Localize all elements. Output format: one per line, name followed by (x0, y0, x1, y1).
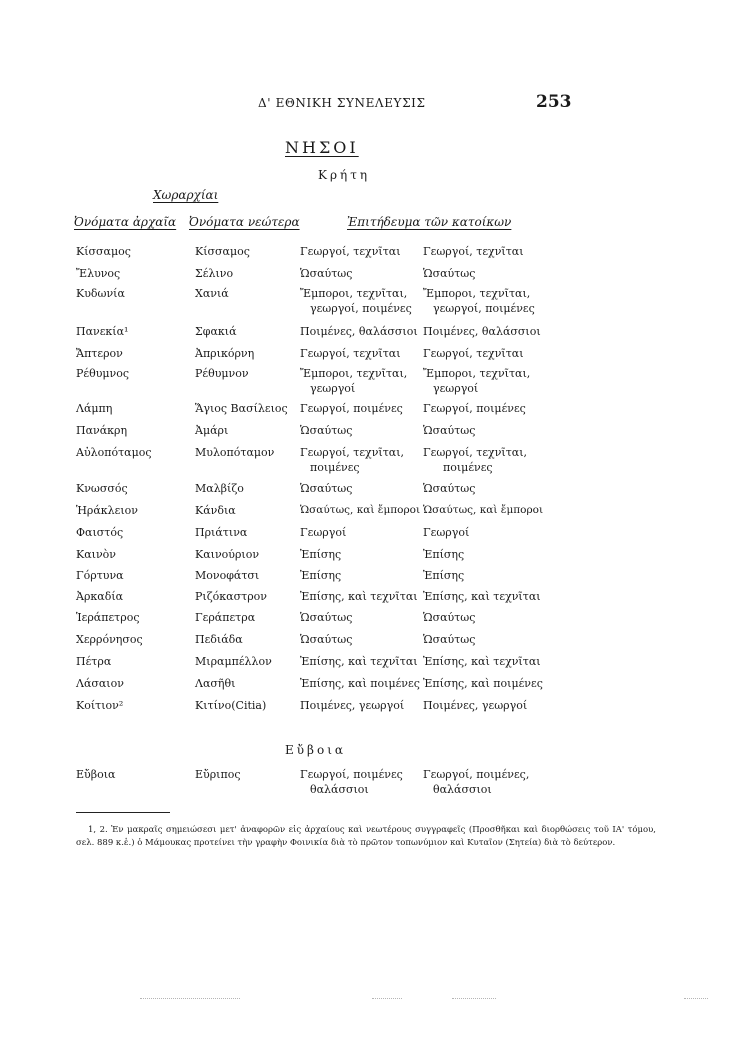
cell-occupation-a: Ὡσαύτως (300, 267, 353, 280)
cell-occupation-a: Ἐπίσης, καὶ ποιμένες (300, 677, 420, 690)
cell-line: Ἔμποροι, τεχνῖται, (423, 367, 531, 380)
cell-line: Γεωργοί, ποιμένες, (423, 768, 530, 781)
cell-line: γεωργοί (310, 382, 356, 395)
cell-occupation-b: Ὡσαύτως (423, 611, 476, 624)
cell-ancient: Ἄπτερον (76, 347, 123, 360)
table-row (0, 676, 744, 698)
cell-line: γεωργοί (433, 382, 479, 395)
cell-ancient: Πανεκία¹ (76, 325, 129, 338)
cell-occupation-b: Ὡσαύτως (423, 633, 476, 646)
cell-occupation-b: Ἐπίσης (423, 548, 465, 561)
table-row (0, 445, 744, 481)
cell-occupation-b: Ποιμένες, γεωργοί (423, 699, 528, 712)
column-header-modern: Ὀνόματα νεώτερα (189, 215, 300, 229)
cell-modern: Ρέθυμνον (195, 367, 249, 380)
table-row (0, 767, 744, 803)
cell-ancient: Κίσσαμος (76, 245, 131, 258)
table-row (0, 244, 744, 266)
cell-occupation-a: Ὡσαύτως (300, 611, 353, 624)
cell-occupation-b: Γεωργοί (423, 526, 470, 539)
cell-modern: Μυλοπόταμον (195, 446, 275, 459)
cell-line: Γεωργοί, ποιμένες (300, 768, 403, 781)
table-row (0, 589, 744, 610)
cell-occupation-b: Γεωργοί, τεχνῖται (423, 245, 524, 258)
cell-occupation-a (300, 286, 412, 316)
cell-occupation-a: Ποιμένες, γεωργοί (300, 699, 405, 712)
cell-ancient: Ρέθυμνος (76, 367, 130, 380)
cell-modern: Λασῆθι (195, 677, 236, 690)
cell-occupation-a: Ἐπίσης, καὶ τεχνῖται (300, 655, 418, 668)
cell-modern: Κίσσαμος (195, 245, 250, 258)
cell-modern: Μιραμπέλλον (195, 655, 272, 668)
cell-modern: Σφακιά (195, 325, 237, 338)
cell-ancient: Φαιστός (76, 526, 124, 539)
cell-occupation-b (423, 286, 535, 316)
cell-ancient: Γόρτυνα (76, 569, 124, 582)
cell-modern: Ἀπρικόρνη (195, 347, 255, 360)
cell-occupation-b: Ἐπίσης (423, 569, 465, 582)
footnote: 1, 2. Ἐν μακραῖς σημειώσεσι μετ' ἀναφορῶν εἰς ἀρχαίους καὶ νεωτέρους συγγραφεῖς (Προσθῆκαι καὶ διορθώσεις τοῦ ΙΑ' τόμου, σελ. 889 κ.ἑ.) ὁ Μάμουκας προτείνει τὴν γραφὴν Φοινικία διὰ τὸ πρῶτον τοπωνύμιον καὶ Κυταῖον (Σητεία) διὰ τὸ δεύτερον. (76, 825, 656, 848)
footnote-divider (76, 812, 170, 813)
cell-occupation-a: Ποιμένες, θαλάσσιοι (300, 325, 418, 338)
cell-occupation-a: Ὡσαύτως, καὶ ἔμποροι (300, 504, 421, 516)
cell-occupation-b (423, 767, 529, 797)
cell-modern: Ἀμάρι (195, 424, 229, 437)
cell-occupation-b: Ἐπίσης, καὶ ποιμένες (423, 677, 543, 690)
cell-occupation-a: Γεωργοί, ποιμένες (300, 402, 403, 415)
cell-occupation-b: Ἐπίσης, καὶ τεχνῖται (423, 655, 541, 668)
table-row (0, 481, 744, 503)
cell-line: θαλάσσιοι (433, 783, 492, 796)
running-title: Δ' ΕΘΝΙΚΗ ΣΥΝΕΛΕΥΣΙΣ (258, 96, 426, 110)
cell-ancient: Ἀρκαδία (76, 590, 124, 603)
cell-line: ποιμένες (443, 461, 493, 474)
scan-artifact (372, 998, 402, 999)
table-row (0, 610, 744, 632)
table-row (0, 525, 744, 547)
cell-ancient: Ἔλυνος (76, 267, 121, 280)
cell-modern: Ριζόκαστρον (195, 590, 267, 603)
cell-ancient: Εὔβοια (76, 768, 116, 781)
cell-occupation-a (300, 767, 403, 797)
cell-ancient: Κνωσσός (76, 482, 128, 495)
cell-occupation-b: Γεωργοί, τεχνῖται (423, 347, 524, 360)
cell-occupation-a: Γεωργοί, τεχνῖται (300, 245, 401, 258)
cell-line: Γεωργοί, τεχνῖται, (423, 446, 528, 459)
cell-occupation-a: Ὡσαύτως (300, 424, 353, 437)
cell-occupation-b: Ἐπίσης, καὶ τεχνῖται (423, 590, 541, 603)
cell-ancient: Ἱεράπετρος (76, 611, 140, 624)
cell-ancient: Λάσαιον (76, 677, 124, 690)
cell-modern: Σέλινο (195, 267, 234, 280)
cell-modern: Πριάτινα (195, 526, 248, 539)
table-row (0, 503, 744, 525)
cell-ancient: Κυδωνία (76, 287, 125, 300)
cell-occupation-b: Γεωργοί, ποιμένες (423, 402, 526, 415)
cell-ancient: Κοίτιον² (76, 699, 124, 712)
cell-ancient: Πανάκρη (76, 424, 128, 437)
table-row (0, 366, 744, 401)
table-row (0, 698, 744, 720)
cell-ancient: Πέτρα (76, 655, 112, 668)
cell-line: Ἔμποροι, τεχνῖται, (300, 367, 408, 380)
cell-ancient: Χερρόνησος (76, 633, 143, 646)
cell-ancient: Καινὸν (76, 548, 116, 561)
cell-modern: Ἅγιος Βασίλειος (195, 402, 288, 415)
cell-ancient: Αὐλοπόταμος (76, 446, 152, 459)
cell-line: θαλάσσιοι (310, 783, 369, 796)
scan-artifact (140, 998, 240, 999)
cell-occupation-a: Ἐπίσης, καὶ τεχνῖται (300, 590, 418, 603)
section-title: ΝΗΣΟΙ (285, 138, 359, 157)
cell-line: Ἔμποροι, τεχνῖται, (423, 287, 531, 300)
cell-ancient: Λάμπη (76, 402, 113, 415)
cell-line: γεωργοί, ποιμένες (433, 302, 535, 315)
cell-modern: Κάνδια (195, 504, 236, 517)
group-header: Χωραρχίαι (153, 188, 219, 202)
cell-occupation-a: Ὡσαύτως (300, 482, 353, 495)
cell-occupation-a: Ἐπίσης (300, 569, 342, 582)
cell-occupation-b (423, 445, 527, 475)
cell-occupation-b: Ὡσαύτως (423, 267, 476, 280)
cell-modern: Κιτίνο(Citia) (195, 699, 267, 712)
cell-occupation-b: Ὡσαύτως (423, 482, 476, 495)
column-header-occupation: Ἐπιτήδευμα τῶν κατοίκων (347, 215, 512, 229)
cell-modern: Χανιά (195, 287, 229, 300)
table-row (0, 568, 744, 589)
cell-modern: Πεδιάδα (195, 633, 243, 646)
crete-table (0, 244, 744, 720)
table-row (0, 266, 744, 286)
table-row (0, 547, 744, 568)
page-number: 253 (536, 92, 572, 112)
column-header-ancient: Ὀνόματα ἀρχαῖα (74, 215, 177, 229)
table-row (0, 654, 744, 676)
cell-occupation-a: Ἐπίσης (300, 548, 342, 561)
table-row (0, 632, 744, 654)
table-row (0, 286, 744, 324)
scan-artifact (684, 998, 708, 999)
table-row (0, 346, 744, 366)
table-row (0, 401, 744, 423)
cell-occupation-a: Γεωργοί, τεχνῖται (300, 347, 401, 360)
cell-occupation-b: Ποιμένες, θαλάσσιοι (423, 325, 541, 338)
scan-artifact (452, 998, 496, 999)
cell-line: Ἔμποροι, τεχνῖται, (300, 287, 408, 300)
cell-modern: Μαλβίζο (195, 482, 244, 495)
cell-occupation-b (423, 366, 530, 396)
cell-occupation-a (300, 445, 404, 475)
cell-modern: Εὔριπος (195, 768, 241, 781)
cell-modern: Καινούριον (195, 548, 260, 561)
subsection-title-euboea: Εὔβοια (285, 743, 347, 757)
cell-line: Γεωργοί, τεχνῖται, (300, 446, 405, 459)
cell-modern: Γεράπετρα (195, 611, 256, 624)
cell-ancient: Ἡράκλειον (76, 504, 138, 517)
cell-line: ποιμένες (310, 461, 360, 474)
table-row (0, 423, 744, 445)
table-row (0, 324, 744, 346)
cell-occupation-a: Ὡσαύτως (300, 633, 353, 646)
subsection-title-crete: Κρήτη (318, 168, 371, 182)
cell-occupation-a (300, 366, 407, 396)
cell-line: γεωργοί, ποιμένες (310, 302, 412, 315)
cell-modern: Μονοφάτσι (195, 569, 260, 582)
cell-occupation-b: Ὡσαύτως (423, 424, 476, 437)
cell-occupation-b: Ὡσαύτως, καὶ ἔμποροι (423, 504, 544, 516)
cell-occupation-a: Γεωργοί (300, 526, 347, 539)
